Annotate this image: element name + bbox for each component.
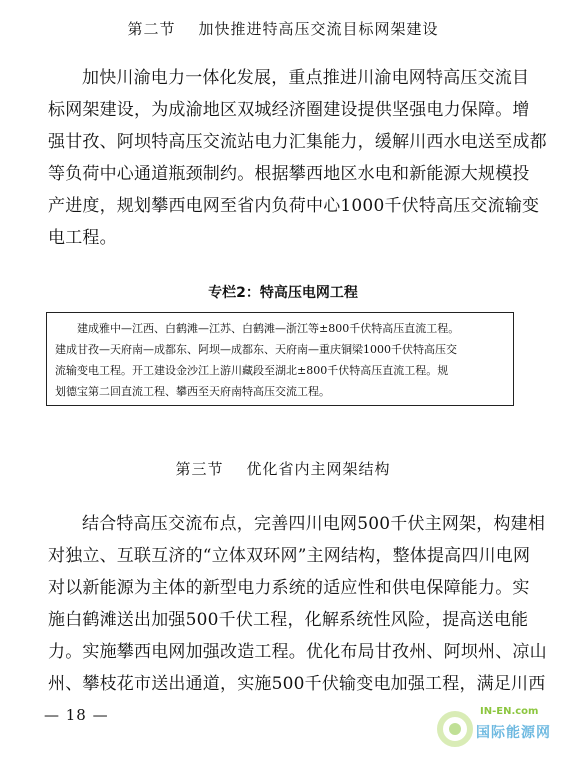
paragraph-line: 力。实施攀西电网加强改造工程。优化布局甘孜州、阿坝州、凉山: [48, 642, 547, 662]
paragraph-line: 对以新能源为主体的新型电力系统的适应性和供电保障能力。实: [48, 578, 530, 598]
watermark-name: 国际能源网: [476, 725, 551, 741]
paragraph-line: 标网架建设，为成渝地区双城经济圈建设提供坚强电力保障。增: [48, 100, 530, 120]
paragraph-line: 结合特高压交流布点，完善四川电网500千伏主网架，构建相: [82, 514, 546, 534]
paragraph-line: 州、攀枝花市送出通道，实施500千伏输变电加强工程，满足川西: [48, 674, 546, 694]
section-3-paragraph: [48, 508, 547, 700]
section-heading-3: 第三节 优化省内主网架结构: [175, 460, 391, 478]
paragraph-line: 对独立、互联互济的“立体双环网”主网结构，整体提高四川电网: [48, 546, 531, 566]
paragraph-line: 强甘孜、阿坝特高压交流站电力汇集能力，缓解川西水电送至成都: [48, 132, 547, 152]
paragraph-line: 加快川渝电力一体化发展，重点推进川渝电网特高压交流目: [82, 68, 530, 88]
watermark-logo-icon: [436, 710, 474, 748]
section-heading-2: 第二节 加快推进特高压交流目标网架建设: [127, 20, 439, 38]
watermark-site: IN-EN.com: [480, 706, 539, 717]
box-line: 流输变电工程。开工建设金沙江上游川藏段至湖北±800千伏特高压直流工程。规: [55, 364, 449, 377]
section-2-paragraph: [48, 62, 547, 254]
project-box: [46, 312, 514, 406]
paragraph-line: 产进度，规划攀西电网至省内负荷中心1000千伏特高压交流输变: [48, 196, 540, 216]
box-line: 建成甘孜—天府南—成都东、阿坝—成都东、天府南—重庆铜梁1000千伏特高压交: [55, 343, 457, 356]
paragraph-line: 电工程。: [48, 228, 117, 248]
box-title: 专栏2：特高压电网工程: [208, 285, 358, 301]
box-line: 划德宝第二回直流工程、攀西至天府南特高压交流工程。: [55, 385, 330, 398]
page-number: — 18 —: [44, 706, 109, 724]
paragraph-line: 施白鹤滩送出加强500千伏工程，化解系统性风险，提高送电能: [48, 610, 529, 630]
paragraph-line: 等负荷中心通道瓶颈制约。根据攀西地区水电和新能源大规模投: [48, 164, 530, 184]
watermark: [436, 704, 556, 750]
box-line: 建成雅中—江西、白鹤滩—江苏、白鹤滩—浙江等±800千伏特高压直流工程。: [77, 322, 460, 335]
